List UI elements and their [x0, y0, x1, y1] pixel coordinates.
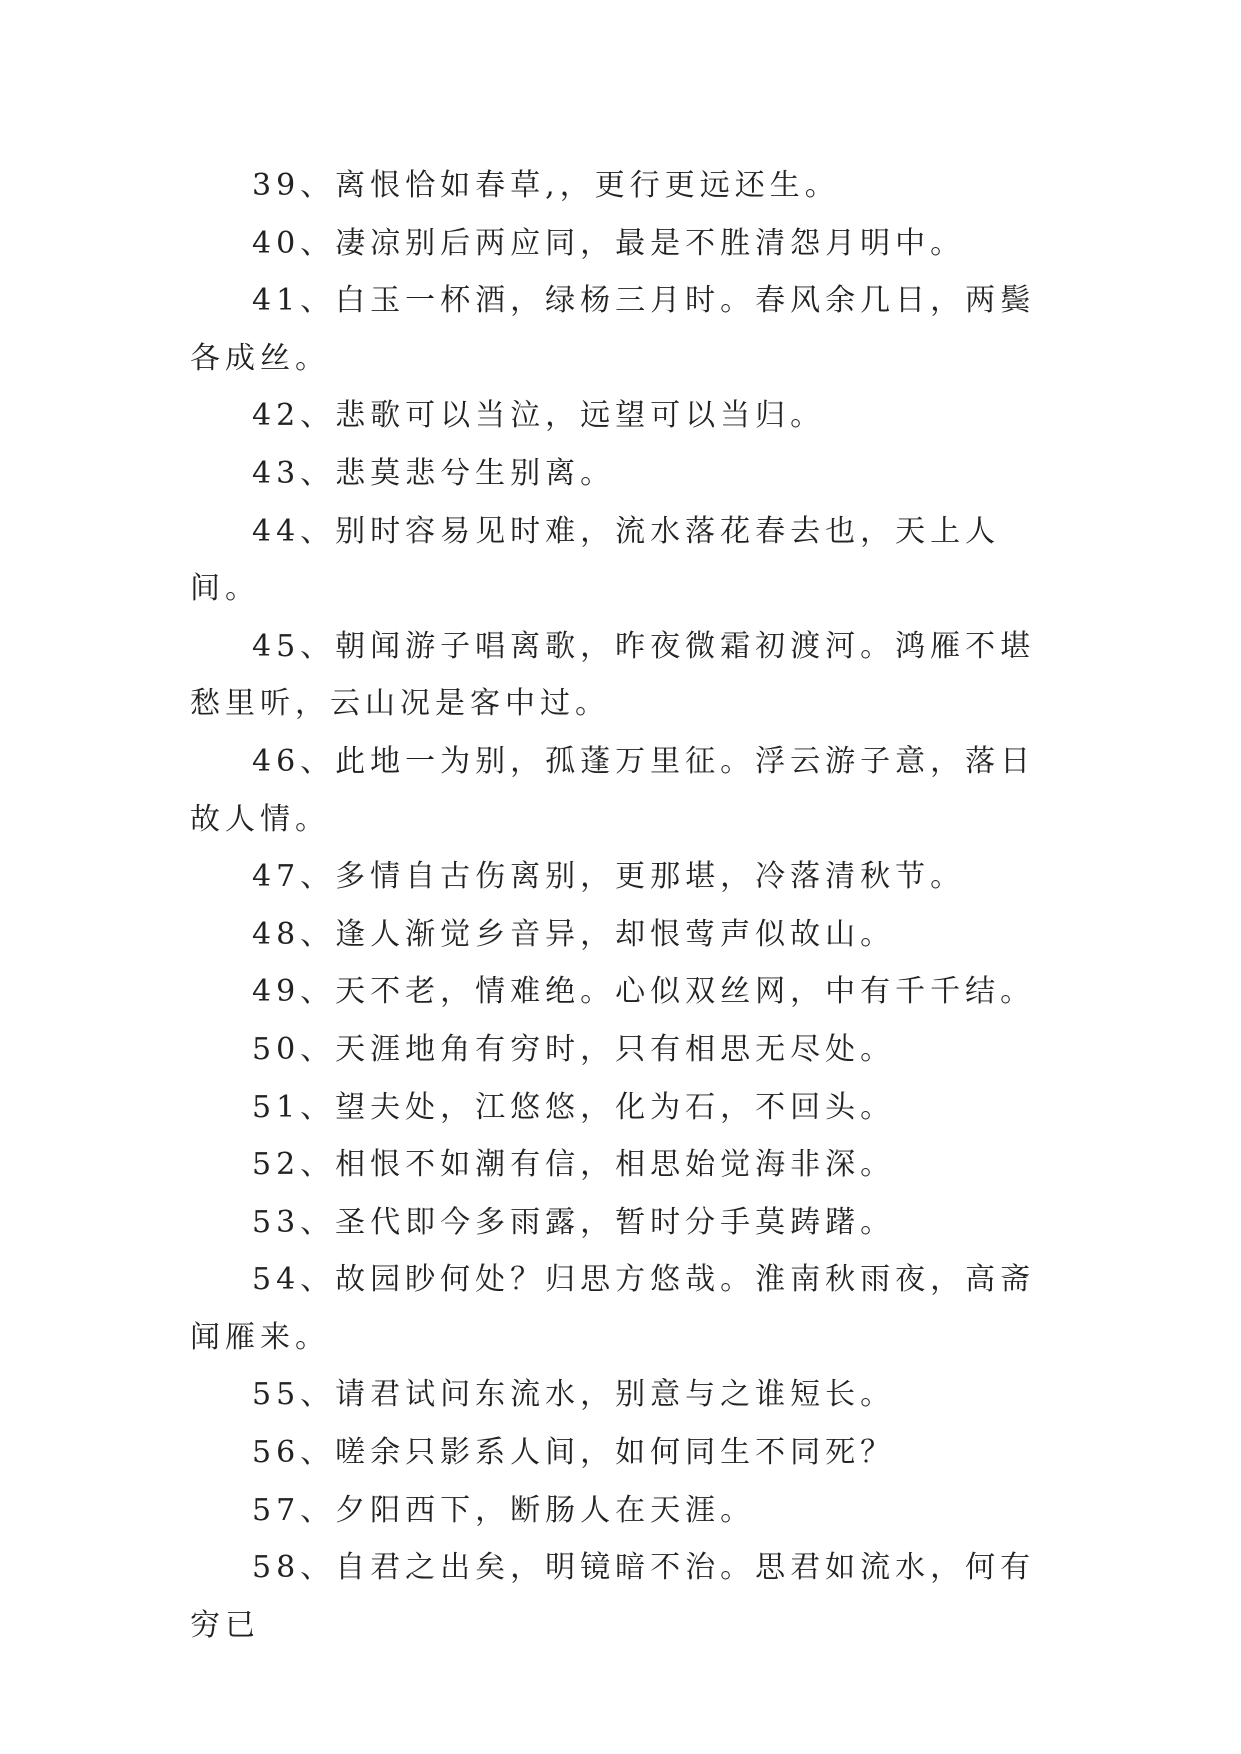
poem-line-55: 55、请君试问东流水，别意与之谁短长。: [252, 1377, 896, 1413]
poem-line-57: 57、夕阳西下，断肠人在天涯。: [252, 1492, 756, 1528]
poem-line-56: 56、嗟余只影系人间，如何同生不同死？: [252, 1435, 896, 1471]
poem-line-50: 50、天涯地角有穷时，只有相思无尽处。: [252, 1031, 896, 1067]
poem-line-58: 58、自君之出矣，明镜暗不治。思君如流水，何有穷已: [190, 1550, 1036, 1643]
poem-line-45: 45、朝闻游子唱离歌，昨夜微霜初渡河。鸿雁不堪愁里听，云山况是客中过。: [190, 628, 1036, 722]
poem-line-42: 42、悲歌可以当泣，远望可以当归。: [252, 398, 826, 434]
poem-line-51: 51、望夫处，江悠悠，化为石，不回头。: [252, 1089, 896, 1125]
poem-line-46: 46、此地一为别，孤蓬万里征。浮云游子意，落日故人情。: [190, 743, 1036, 837]
poem-line-52: 52、相恨不如潮有信，相思始觉海非深。: [252, 1147, 896, 1183]
poem-line-44: 44、别时容易见时难，流水落花春去也，天上人间。: [190, 513, 1001, 607]
document-body: [190, 157, 1050, 1654]
poem-line-48: 48、逢人渐觉乡音异，却恨莺声似故山。: [252, 916, 896, 952]
poem-line-43: 43、悲莫悲兮生别离。: [252, 455, 616, 491]
poem-line-53: 53、圣代即今多雨露，暂时分手莫踌躇。: [252, 1204, 896, 1240]
poem-line-39: 39、离恨恰如春草,，更行更远还生。: [252, 168, 840, 203]
poem-line-40: 40、凄凉别后两应同，最是不胜清怨月明中。: [252, 225, 966, 261]
poem-line-54: 54、故园眇何处？归思方悠哉。淮南秋雨夜，高斋闻雁来。: [190, 1262, 1036, 1355]
poem-line-41: 41、白玉一杯酒，绿杨三月时。春风余几日，两鬓各成丝。: [190, 283, 1036, 376]
poem-line-47: 47、多情自古伤离别，更那堪，冷落清秋节。: [252, 859, 966, 895]
poem-line-49: 49、天不老，情难绝。心似双丝网，中有千千结。: [252, 974, 1036, 1010]
